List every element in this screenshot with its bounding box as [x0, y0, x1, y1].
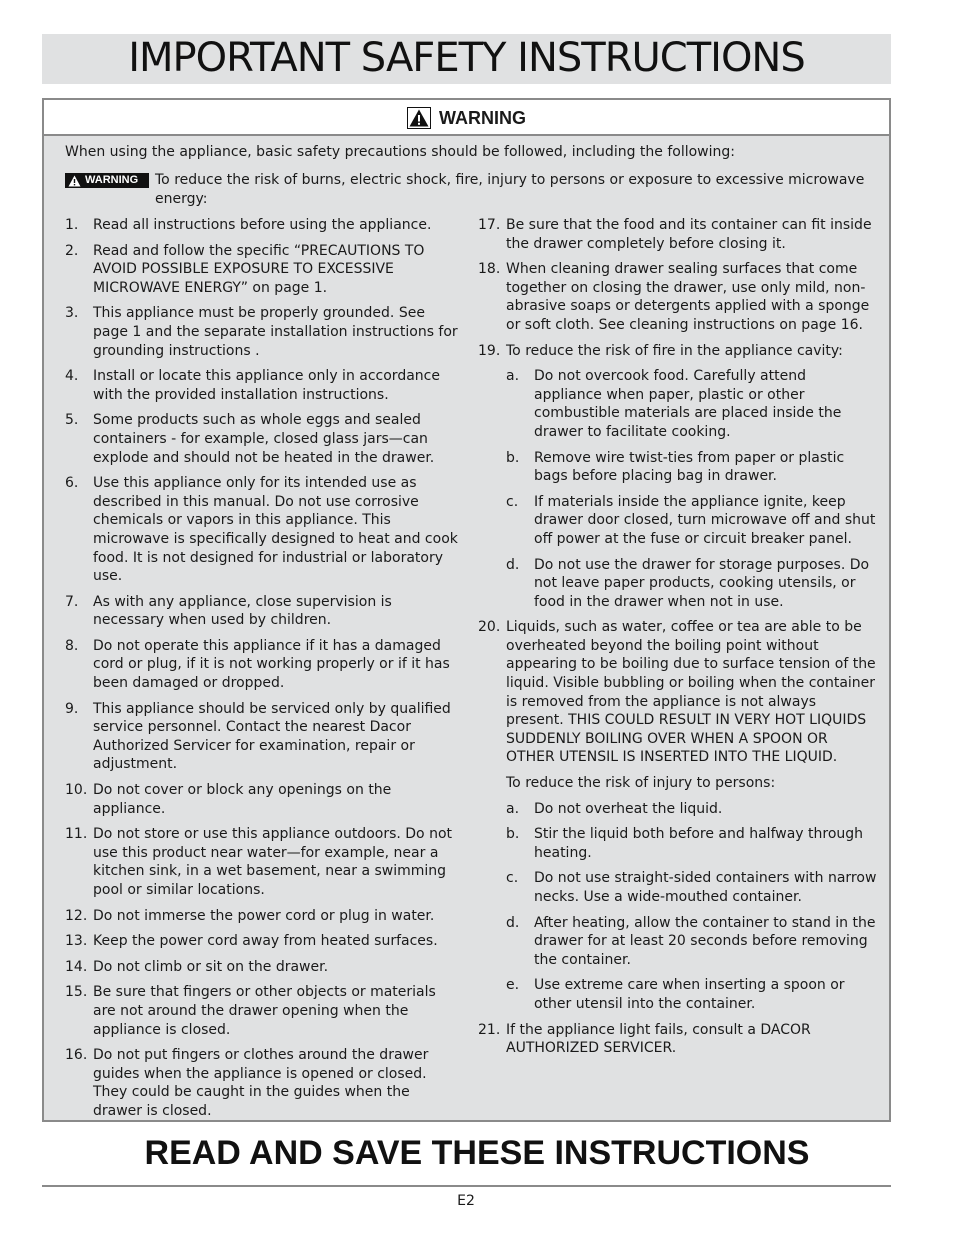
list-item: [65, 700, 461, 774]
item-text: This appliance should be serviced only by qualified service personnel. Contact the nearest Dacor Authorized Servicer for examination, repair or adjustment.: [93, 700, 451, 773]
item-text: Read and follow the specific “PRECAUTIONS TO AVOID POSSIBLE EXPOSURE TO EXCESSIVE MICROWAVE ENERGY” on page 1.: [93, 242, 425, 296]
item-text: Be sure that fingers or other objects or materials are not around the drawer opening when the appliance is closed.: [93, 984, 436, 1038]
sub-item: [506, 556, 878, 612]
divider: [42, 1185, 891, 1187]
item-number: 14.: [65, 958, 88, 975]
sub-item-letter: a.: [506, 368, 520, 385]
item-text: When cleaning drawer sealing surfaces that come together on closing the drawer, use only mild, non-abrasive soaps or detergents applied with a sponge or soft cloth. See cleaning instructions on page 16.: [506, 261, 870, 333]
sub-item-letter: b.: [506, 449, 520, 466]
sub-item: [506, 800, 878, 819]
item-number: 8.: [65, 637, 79, 654]
list-item: [65, 1046, 461, 1120]
list-item: [65, 958, 461, 977]
item-text: Do not cover or block any openings on the appliance.: [93, 782, 392, 817]
item-text: To reduce the risk of fire in the appliance cavity:: [506, 342, 843, 359]
page-title: IMPORTANT SAFETY INSTRUCTIONS: [128, 35, 805, 81]
list-item: [65, 907, 461, 926]
list-item: [65, 304, 461, 360]
list-item: [65, 474, 461, 586]
list-item: [65, 983, 461, 1039]
warning-statement: [65, 171, 870, 209]
item-text: Install or locate this appliance only in accordance with the provided installation instructions.: [93, 368, 440, 403]
list-item: [65, 367, 461, 404]
item-number: 9.: [65, 700, 79, 717]
sub-item-text: Stir the liquid both before and halfway through heating.: [534, 826, 864, 861]
item-text: Do not store or use this appliance outdoors. Do not use this product near water—for example, near a kitchen sink, in a wet basement, near a swimming pool or similar locations.: [93, 826, 452, 898]
list-item: [65, 242, 461, 298]
intro-text: When using the appliance, basic safety precautions should be followed, including the following:: [65, 144, 735, 160]
item-text: Do not put fingers or clothes around the drawer guides when the appliance is opened or closed. They could be caught in the guides when the drawer is closed.: [93, 1047, 429, 1119]
item-text: Use this appliance only for its intended use as described in this manual. Do not use corrosive chemicals or vapors in this appliance. This microwave is specifically designed to heat and cook food. It is not designed for industrial or laboratory use.: [93, 475, 458, 585]
sub-item-text: Do not use straight-sided containers with narrow necks. Use a wide-mouthed container.: [534, 870, 877, 905]
list-item: [65, 825, 461, 899]
sub-item-letter: c.: [506, 493, 519, 510]
warning-badge-label: WARNING: [85, 174, 139, 186]
item-text: Keep the power cord away from heated surfaces.: [93, 933, 438, 950]
sub-item-letter: d.: [506, 914, 520, 931]
item-number: 2.: [65, 242, 79, 259]
item-number: 1.: [65, 217, 79, 233]
item-text: Some products such as whole eggs and sealed containers - for example, closed glass jars—can explode and should not be heated in the drawer.: [93, 412, 435, 466]
list-item: [478, 1021, 878, 1058]
sub-item-letter: b.: [506, 826, 520, 843]
sub-item: [506, 449, 878, 486]
item-text: If the appliance light fails, consult a DACOR AUTHORIZED SERVICER.: [506, 1021, 811, 1057]
item-number: 19.: [478, 342, 501, 359]
page-number: E2: [457, 1193, 475, 1209]
item-number: 10.: [65, 782, 88, 799]
item-text: Liquids, such as water, coffee or tea are able to be overheated beyond the boiling point without appearing to be boiling due to surface tension of the liquid. Visible bubbling or boiling when the container is removed from the appliance is not always present. THIS COULD RESULT IN VERY HOT LIQUIDS SUDDENLY BOILING OVER WHEN A SPOON OR OTHER UTENSIL IS INSERTED INTO THE LIQUID.: [506, 619, 876, 766]
sub-item-text: Do not use the drawer for storage purposes. Do not leave paper products, cooking utensils, or food in the drawer when not in use.: [534, 556, 870, 610]
item-number: 20.: [478, 619, 501, 636]
item-number: 3.: [65, 305, 79, 322]
item-text: Be sure that the food and its container can fit inside the drawer completely before closing it.: [506, 217, 872, 252]
item-text: Do not operate this appliance if it has a damaged cord or plug, if it is not working properly or if it has been damaged or dropped.: [93, 637, 450, 692]
item-number: 15.: [65, 984, 88, 1001]
warning-panel: [42, 98, 891, 1122]
list-item: [65, 411, 461, 467]
sub-item-text: If materials inside the appliance ignite, keep drawer door closed, turn microwave off and shut off power at the fuse or circuit breaker panel.: [534, 493, 876, 547]
right-column: [478, 216, 878, 1065]
sub-item-text: Do not overheat the liquid.: [534, 800, 723, 817]
item-number: 21.: [478, 1021, 501, 1038]
sub-item-text: Use extreme care when inserting a spoon or other utensil into the container.: [534, 977, 845, 1012]
warning-triangle-icon: [407, 107, 431, 129]
sub-item: [506, 914, 878, 970]
sub-item: [506, 976, 878, 1013]
warning-triangle-icon: [68, 175, 81, 187]
item-number: 6.: [65, 475, 79, 492]
item-text: Read all instructions before using the appliance.: [93, 217, 432, 233]
sub-item-letter: c.: [506, 870, 519, 887]
sub-intro: To reduce the risk of injury to persons:: [506, 775, 776, 792]
warning-badge: [65, 173, 149, 188]
sub-item-letter: d.: [506, 556, 520, 573]
warning-badge-text: To reduce the risk of burns, electric shock, fire, injury to persons or exposure to excessive microwave energy:: [155, 172, 865, 207]
item-text: Do not climb or sit on the drawer.: [93, 958, 329, 975]
list-item: [478, 342, 878, 361]
item-number: 16.: [65, 1047, 88, 1064]
list-item: [65, 216, 461, 235]
sub-item-text: After heating, allow the container to stand in the drawer for at least 20 seconds before removing the container.: [534, 914, 876, 968]
warning-header: [44, 100, 889, 136]
sub-item-letter: e.: [506, 977, 520, 994]
title-bar: [42, 34, 891, 84]
sub-item-letter: a.: [506, 800, 520, 817]
list-item: [65, 593, 461, 630]
item-text: This appliance must be properly grounded. See page 1 and the separate installation instructions for grounding instructions .: [93, 305, 458, 359]
item-number: 18.: [478, 261, 501, 278]
list-item: [65, 932, 461, 951]
item-text: As with any appliance, close supervision is necessary when used by children.: [93, 593, 392, 629]
list-item: [478, 618, 878, 767]
list-item: [65, 637, 461, 693]
sub-item: [506, 493, 878, 549]
item-number: 12.: [65, 907, 88, 924]
item-number: 4.: [65, 368, 79, 385]
sub-item: [506, 825, 878, 862]
sub-item: [506, 869, 878, 906]
item-number: 13.: [65, 933, 88, 950]
item-number: 11.: [65, 826, 88, 843]
list-item: [65, 781, 461, 818]
list-item: [478, 260, 878, 334]
item-number: 5.: [65, 412, 79, 429]
list-item: [478, 216, 878, 253]
item-number: 7.: [65, 593, 79, 610]
sub-item: [506, 367, 878, 441]
item-text: Do not immerse the power cord or plug in water.: [93, 907, 435, 924]
sub-item-text: Do not overcook food. Carefully attend appliance when paper, plastic or other combustible materials are placed inside the drawer to facilitate cooking.: [534, 368, 842, 440]
item-number: 17.: [478, 217, 501, 233]
sub-item-text: Remove wire twist-ties from paper or plastic bags before placing bag in drawer.: [534, 449, 845, 485]
warning-heading: WARNING: [439, 107, 526, 128]
left-column: [65, 216, 461, 1128]
footer-title: READ AND SAVE THESE INSTRUCTIONS: [144, 1134, 810, 1172]
